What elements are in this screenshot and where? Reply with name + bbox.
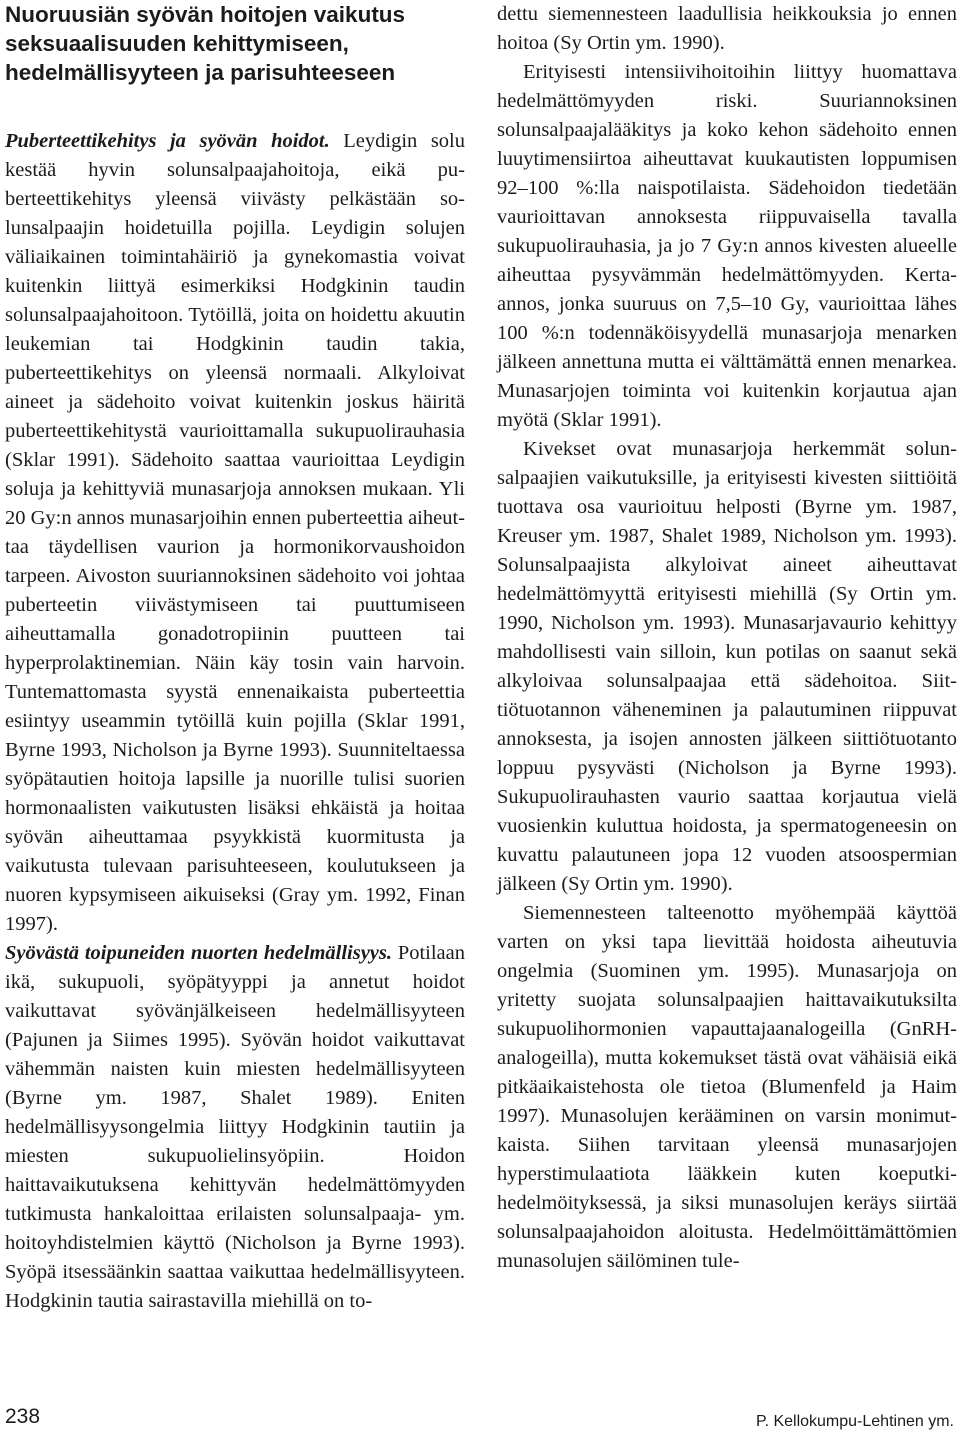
paragraph-fertility: [5, 939, 465, 1316]
section-lead: Syövästä toipuneiden nuorten hedelmällisyys.: [5, 942, 393, 964]
left-column: [5, 0, 465, 1316]
paragraph-intensive-treatment: Erityisesti intensiivihoitoihin liittyy huomattava hedelmättömyyden riski. Suuriannoksinen solunsalpaajalääkitys ja koko kehon sädehoito ennen luuytimensiirtoa aiheuttavat kuukautisten loppumisen 92–100 %:lla naispotilaista. Sädehoidon tiedetään vaurioittavan annoksesta riippuvaisella tavalla sukupuolirauhasia, ja jo 7 Gy:n annos kivesten alueelle aiheuttaa pysyvämmän hedelmättömyyden. Kerta-annos, jonka suuruus on 7,5–10 Gy, vaurioittaa lähes 100 %:n todennäköisyydellä munasarjoja menarken jälkeen annettuna mutta ei välttämättä ennen menarkea. Munasarjojen toiminta voi kuitenkin korjautua ajan myötä (Sklar 1991).: [497, 61, 957, 431]
paragraph-sperm-banking: Siemennesteen talteenotto myöhempää käyttöä varten on yksi tapa lievittää hoidosta aiheutuvia ongelmia (Suominen ym. 1995). Munasarjoja on yritetty suojata solunsalpaajien haittavaikutuksilta sukupuolihormonien vapauttajaanalogeilla (GnRH-analogeilla), mutta kokemukset tästä ovat vähäisiä eikä pitkäaikaistehosta ole tietoa (Blumenfeld ja Haim 1997). Munasolujen kerääminen on varsin monimutkaista. Siihen tarvitaan yleensä munasarjojen hyperstimulaatiota lääkkein kuten koeputkihedelmöityksessä, ja siksi munasolujen keräys siirtää solunsalpaajahoidon aloitusta. Hedelmöittämättömien munasolujen säilöminen tule-: [497, 902, 957, 1272]
heading-line: seksuaalisuuden kehittymiseen,: [5, 31, 349, 56]
heading-line: Nuoruusiän syövän hoitojen vaikutus: [5, 2, 406, 27]
paragraph-testes: Kivekset ovat munasarjoja herkemmät solunsalpaajien vaikutuksille, ja erityisesti kivesten siittiöitä tuottava osa vaurioituu helposti (Byrne ym. 1987, Kreuser ym. 1987, Shalet 1989, Nicholson ym. 1993). Solunsalpaajista alkyloivat aineet aiheuttavat hedelmättömyyttä erityisesti miehillä (Sy Ortin ym. 1990, Nicholson ym. 1993). Munasarjavaurio kehittyy mahdollisesti vain silloin, kun potilas on saanut sekä alkyloivaa solunsalpaajaa että sädehoitoa. Siittiötuotannon väheneminen ja palautuminen riippuvat annoksesta, ja isojen annosten jälkeen siittiötuotanto loppuu pysyvästi (Nicholson ja Byrne 1993). Sukupuolirauhasten vaurio saattaa korjautua vielä vuosienkin kuluttua hoidosta, ja spermatogeneesin on kuvattu palautuneen jopa 12 vuoden atsoospermian jälkeen (Sy Ortin ym. 1990).: [497, 438, 957, 895]
section-lead: Puberteettikehitys ja syövän hoidot.: [5, 130, 330, 152]
paragraph-text: Potilaan ikä, sukupuoli, syöpätyyppi ja annetut hoidot vaikuttavat syövänjälkeiseen hedelmällisyyteen (Pajunen ja Siimes 1995). Syövän hoidot vaikuttavat vähemmän naisten kuin miesten hedelmällisyyteen (Byrne ym. 1987, Shalet 1989). Eniten hedelmällisyysongelmia liittyy Hodgkinin tautiin ja miesten sukupuolielinsyöpiin. Hoidon haittavaikutuksena kehittyvän hedelmättömyyden tutkimusta hankaloittaa erilaisten solunsalpaaja- ym. hoitoyhdistelmien käyttö (Nicholson ja Byrne 1993). Syöpä itsessäänkin saattaa vaikuttaa hedelmällisyyteen. Hodgkinin tautia sairastavilla miehillä on to-: [5, 942, 466, 1312]
page-number: 238: [5, 1405, 41, 1428]
paragraph-text: Leydigin solu kestää hyvin solunsalpaajahoitoja, eikä puberteettikehitys yleensä viivästy pelkästään solunsalpaajin hoidetuilla pojilla. Leydigin solujen väliaikainen toimintahäiriö ja gynekomastia voivat kuitenkin liittyä esimerkiksi Hodgkinin taudin solunsalpaajahoitoon. Tytöillä, joita on hoidettu akuutin leukemian tai Hodgkinin taudin takia, puberteettikehitys on yleensä normaali. Alkyloivat aineet ja sädehoito voivat kuitenkin joskus häiritä puberteettikehitystä vaurioittamalla sukupuolirauhasia (Sklar 1991). Sädehoito saattaa vaurioittaa Leydigin soluja ja kehittyviä munasarjoja annoksen mukaan. Yli 20 Gy:n annos munasarjoihin ennen puberteettia aiheuttaa täydellisen vaurion ja hormonikorvaushoidon tarpeen. Aivoston suuriannoksinen sädehoito voi johtaa puberteetin viivästymiseen tai puuttumiseen aiheuttamalla gonadotropiinin puutteen tai hyperprolaktinemian. Näin käy tosin vain harvoin. Tuntemattomasta syystä ennenaikaista puberteettia esiintyy useammin tytöillä kuin pojilla (Sklar 1991, Byrne 1993, Nicholson ja Byrne 1993). Suunniteltaessa syöpätautien hoitoja lapsille ja nuorille tulisi suorien hormonaalisten vaikutusten lisäksi ehkäistä ja hoitaa syövän aiheuttamaa psyykkistä kuormitusta ja vaikutusta tulevaan parisuhteeseen, koulutukseen ja nuoren kypsymiseen aikuiseksi (Gray ym. 1992, Finan 1997).: [5, 130, 466, 935]
right-column: [497, 0, 957, 1276]
paragraph-continuation: dettu siemennesteen laadullisia heikkouksia jo ennen hoitoa (Sy Ortin ym. 1990).: [497, 3, 957, 54]
article-heading: [5, 0, 465, 87]
heading-line: hedelmällisyyteen ja parisuhteeseen: [5, 60, 396, 85]
paragraph-puberty: [5, 127, 465, 939]
running-author: P. Kellokumpu-Lehtinen ym.: [755, 1413, 954, 1430]
